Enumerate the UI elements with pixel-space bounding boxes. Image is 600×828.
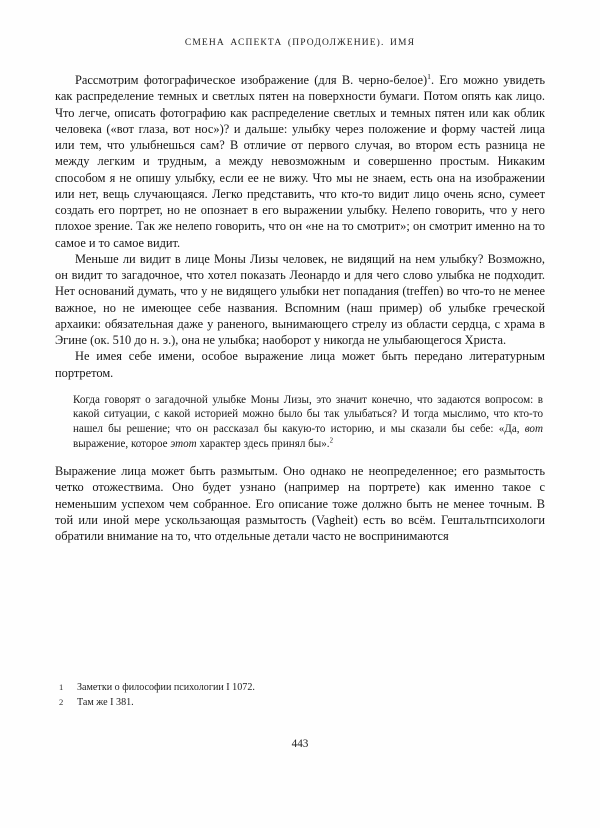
blockquote-emphasis-2: этот <box>170 437 197 450</box>
paragraph-1-text-rest: . Его можно увидеть как распределение темных и светлых пятен на поверхности бумаги. Потом опять как лицо. Что легче, описать фотографию как распределение светлых и темных пятен или как облик человека («вот глаза, вот нос»)? и дальше: улыбку через положение и форму частей лица или тем, что улыбнешься сам? В отличие от первого случая, во втором есть разница не между легким и трудным, а между невозможным и совершенно простым. Никаким способом я не опишу улыбку, если ее не вижу. Что мы не знаем, есть она на изображении или нет, вещь случающаяся. Легко представить, что кто-то видит лицо очень ясно, сумеет создать его портрет, но не опознает в его выражении улыбку. Нелепо говорить, что у него плохое зрение. Так же нелепо говорить, что он «не на то смотрит»; он смотрит именно на то самое и то самое видит. <box>55 73 546 250</box>
footnotes-block <box>55 680 455 710</box>
paragraph-3: Не имея себе имени, особое выражение лица может быть передано литературным портретом. <box>55 349 545 380</box>
blockquote-emphasis-1: вот <box>524 422 543 435</box>
blockquote <box>55 393 545 451</box>
paragraph-1 <box>55 72 545 251</box>
paragraph-4: Выражение лица может быть размытым. Оно однако не неопределенное; его размытость четко отожествима. Оно будет узнано (например на портрете) как именно такое с неменьшим успехом чем собранное. Его описание тоже должно быть не менее точным. В той или иной мере ускользающая размытость (Vagheit) есть во всём. Гештальтпсихологи обратили внимание на то, что отдельные детали часто не воспринимаются <box>55 464 545 544</box>
paragraph-1-text-start: Рассмотрим фотографическое изображение (для В. черно-белое) <box>75 73 428 87</box>
blockquote-text <box>73 393 543 451</box>
footnote-number: 1 <box>59 682 64 692</box>
page-number: 443 <box>291 738 309 750</box>
footnote-number: 2 <box>59 697 64 707</box>
footnote-item <box>55 695 455 710</box>
blockquote-part-1: Когда говорят о загадочной улыбке Моны Лизы, это значит конечно, что задаются вопросом: в какой ситуации, с какой историей можно было бы так улыбаться? И тогда мыслимо, что кто-то нашел бы решение; что он рассказал бы какую-то историю, и мы сказали бы себе: «Да, <box>73 393 543 435</box>
running-head: СМЕНА АСПЕКТА (ПРОДОЛЖЕНИЕ). ИМЯ <box>184 38 416 48</box>
page-content <box>55 38 545 544</box>
footnote-marker-2[interactable]: 2 <box>329 436 334 444</box>
footnote-text: Заметки о философии психологии I 1072. <box>77 682 255 693</box>
blockquote-part-3: характер здесь принял бы». <box>196 437 330 450</box>
footnote-text: Там же I 381. <box>77 697 134 708</box>
paragraph-2: Меньше ли видит в лице Моны Лизы человек, не видящий на нем улыбку? Возможно, он видит то загадочное, что хотел показать Леонардо и для чего слово улыбка не подходит. Нет оснований думать, что у не видящего улыбки нет попадания (treffen) во что-то не менее важное, но не имеющее себе названия. Вспомним (наш пример) об улыбке греческой архаики: обязательная даже у раненого, вынимающего стрелу из области сердца, с храма в Эгине (ок. 510 до н. э.), она не улыбка; наоборот у никогда не улыбающегося Христа. <box>55 251 545 347</box>
footnote-marker-1[interactable]: 1 <box>427 71 431 81</box>
blockquote-part-2: выражение, которое <box>73 437 171 450</box>
footnote-item <box>55 680 455 695</box>
